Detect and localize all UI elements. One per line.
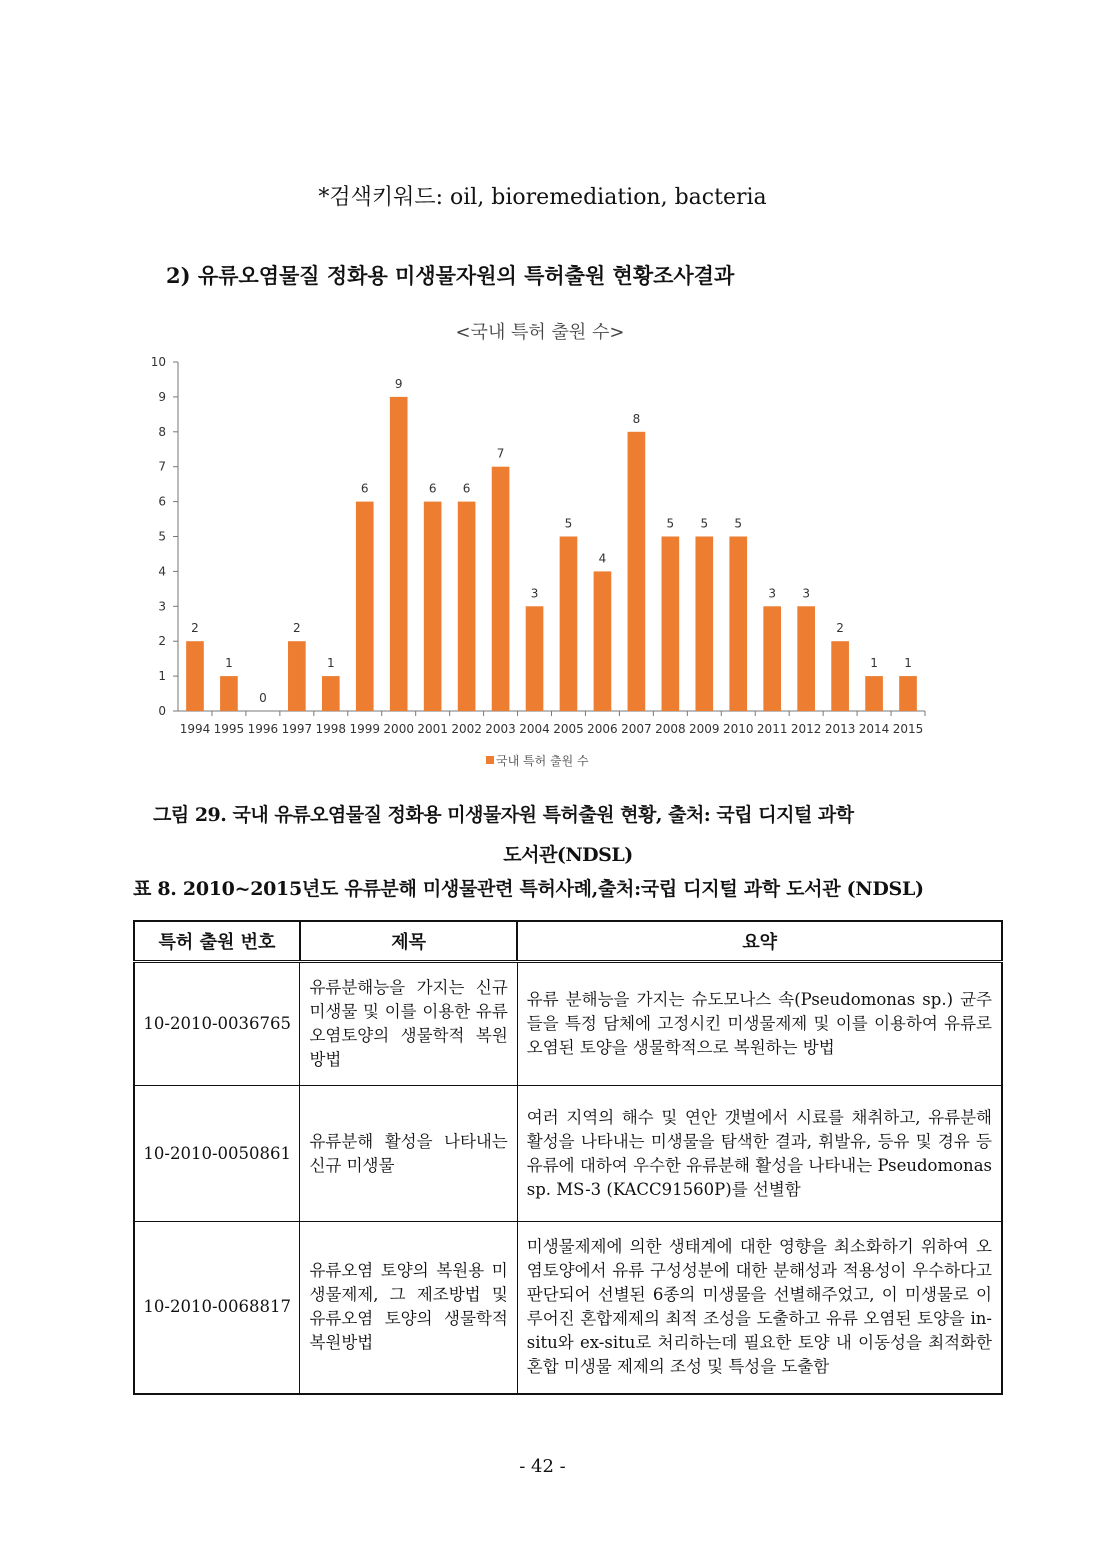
y-tick-label: 4 <box>158 564 166 579</box>
patent-number: 10-2010-0036765 <box>134 962 300 1086</box>
bar <box>831 641 849 711</box>
chart-title: <국내 특허 출원 수> <box>455 322 625 343</box>
data-label: 3 <box>802 586 810 601</box>
patent-count-bar-chart <box>130 310 950 780</box>
bar <box>695 537 713 712</box>
x-tick-label: 2003 <box>485 722 516 736</box>
data-label: 6 <box>462 481 471 496</box>
data-label: 1 <box>326 656 335 671</box>
header-patent-number: 특허 출원 번호 <box>134 921 300 962</box>
x-tick-label: 2009 <box>689 722 720 736</box>
patent-table <box>133 920 1003 1395</box>
bar <box>526 606 544 711</box>
patent-title: 유류분해 활성을 나타내는 신규 미생물 <box>300 1086 517 1222</box>
x-tick-label: 1999 <box>349 722 381 736</box>
x-tick-label: 2005 <box>553 722 584 736</box>
figure-caption <box>153 795 983 875</box>
bar <box>186 641 204 711</box>
x-tick-label: 2004 <box>519 722 550 736</box>
bar <box>594 571 612 711</box>
y-tick-label: 7 <box>158 459 166 474</box>
bar <box>458 502 476 711</box>
table-title: 표 8. 2010~2015년도 유류분해 미생물관련 특허사례,출처:국립 디지털 과학 도서관 (NDSL) <box>133 878 924 900</box>
data-label: 2 <box>293 621 301 636</box>
x-tick-label: 2014 <box>858 722 890 736</box>
data-label: 5 <box>666 516 675 531</box>
y-tick-label: 3 <box>158 599 166 614</box>
data-label: 5 <box>564 516 573 531</box>
y-tick-label: 9 <box>158 389 166 404</box>
patent-number: 10-2010-0068817 <box>134 1222 300 1394</box>
x-tick-label: 2011 <box>756 722 788 736</box>
patent-title: 유류오염 토양의 복원용 미생물제제, 그 제조방법 및 유류오염 토양의 생물학적 복원방법 <box>300 1222 517 1394</box>
data-label: 5 <box>734 516 743 531</box>
page-number: - 42 - <box>519 1456 566 1477</box>
search-keywords: *검색키워드: oil, bioremediation, bacteria <box>318 185 767 210</box>
y-tick-label: 8 <box>158 424 166 439</box>
table-header-row <box>134 921 1002 962</box>
x-tick-label: 2007 <box>621 722 652 736</box>
patent-summary: 유류 분해능을 가지는 슈도모나스 속(Pseudomonas sp.) 균주들을 특정 담체에 고정시킨 미생물제제 및 이를 이용하여 유류로 오염된 토양을 생물학적으로 복원하는 방법 <box>517 962 1002 1086</box>
bar <box>220 676 238 711</box>
data-label: 4 <box>598 551 607 566</box>
x-tick-label: 2000 <box>383 722 414 736</box>
bar <box>322 676 340 711</box>
bar <box>729 537 747 712</box>
x-tick-label: 1995 <box>213 722 245 736</box>
data-label: 1 <box>904 656 912 671</box>
patent-number: 10-2010-0050861 <box>134 1086 300 1222</box>
data-label: 8 <box>632 411 641 426</box>
bar <box>424 502 442 711</box>
bar <box>865 676 883 711</box>
figure-caption-line1: 그림 29. 국내 유류오염물질 정화용 미생물자원 특허출원 현황, 출처: 국립 디지털 과학 <box>153 804 854 826</box>
data-label: 6 <box>360 481 369 496</box>
data-label: 6 <box>428 481 437 496</box>
y-tick-label: 5 <box>158 529 166 544</box>
figure-caption-line2: 도서관(NDSL) <box>503 844 633 866</box>
x-tick-label: 2002 <box>451 722 482 736</box>
table-row <box>134 962 1002 1086</box>
legend-label: 국내 특허 출원 수 <box>496 754 589 768</box>
data-label: 1 <box>225 656 233 671</box>
bar <box>899 676 917 711</box>
y-tick-label: 2 <box>158 634 166 649</box>
data-label: 7 <box>496 446 505 461</box>
x-tick-label: 2008 <box>655 722 686 736</box>
data-label: 9 <box>394 376 403 391</box>
data-label: 2 <box>191 621 199 636</box>
x-tick-label: 2001 <box>417 722 448 736</box>
data-label: 5 <box>700 516 709 531</box>
bar <box>492 467 510 711</box>
bar <box>628 432 646 711</box>
header-title: 제목 <box>300 921 517 962</box>
chart-bars <box>186 377 917 711</box>
y-tick-label: 6 <box>158 494 166 509</box>
data-label: 1 <box>870 656 878 671</box>
bar <box>763 606 781 711</box>
legend-swatch <box>486 756 494 764</box>
bar <box>797 606 815 711</box>
data-label: 2 <box>836 621 844 636</box>
chart-legend <box>486 753 589 768</box>
x-tick-label: 2012 <box>790 722 822 736</box>
data-label: 3 <box>530 586 539 601</box>
table-row <box>134 1086 1002 1222</box>
x-tick-label: 2013 <box>824 722 856 736</box>
table-row <box>134 1222 1002 1394</box>
x-tick-label: 1996 <box>247 722 279 736</box>
x-tick-label: 2006 <box>587 722 618 736</box>
patent-summary: 미생물제제에 의한 생태계에 대한 영향을 최소화하기 위하여 오염토양에서 유류 구성성분에 대한 분해성과 적용성이 우수하다고 판단되어 선별된 6종의 미생물을 선별해주었고, 이 미생물로 이루어진 혼합제제의 최적 조성을 도출하고 유류 오염된 토양을 in-situ와 ex-situ로 처리하는데 필요한 토양 내 이동성을 최적화한 혼합 미생물 제제의 조성 및 특성을 도출함 <box>517 1222 1002 1394</box>
bar <box>560 537 578 712</box>
bar <box>288 641 306 711</box>
bar <box>390 397 408 711</box>
bar <box>662 537 680 712</box>
patent-summary: 여러 지역의 해수 및 연안 갯벌에서 시료를 채취하고, 유류분해 활성을 나타내는 미생물을 탐색한 결과, 휘발유, 등유 및 경유 등 유류에 대하여 우수한 유류분해 활성을 나타내는 Pseudomonas sp. MS-3 (KACC91560P)를 선별함 <box>517 1086 1002 1222</box>
y-tick-label: 0 <box>158 704 166 718</box>
x-tick-label: 1997 <box>281 722 313 736</box>
y-tick-label: 10 <box>150 355 166 369</box>
data-label: 3 <box>768 586 777 601</box>
data-label: 0 <box>259 691 267 705</box>
bar <box>356 502 374 711</box>
patent-title: 유류분해능을 가지는 신규 미생물 및 이를 이용한 유류 오염토양의 생물학적 복원 방법 <box>300 962 517 1086</box>
x-tick-label: 2010 <box>722 722 754 736</box>
x-tick-label: 1998 <box>315 722 347 736</box>
x-tick-label: 2015 <box>892 722 924 736</box>
y-tick-label: 1 <box>158 669 166 684</box>
x-tick-label: 1994 <box>179 722 211 736</box>
header-summary: 요약 <box>517 921 1002 962</box>
section-title: 2) 유류오염물질 정화용 미생물자원의 특허출원 현황조사결과 <box>166 263 735 288</box>
